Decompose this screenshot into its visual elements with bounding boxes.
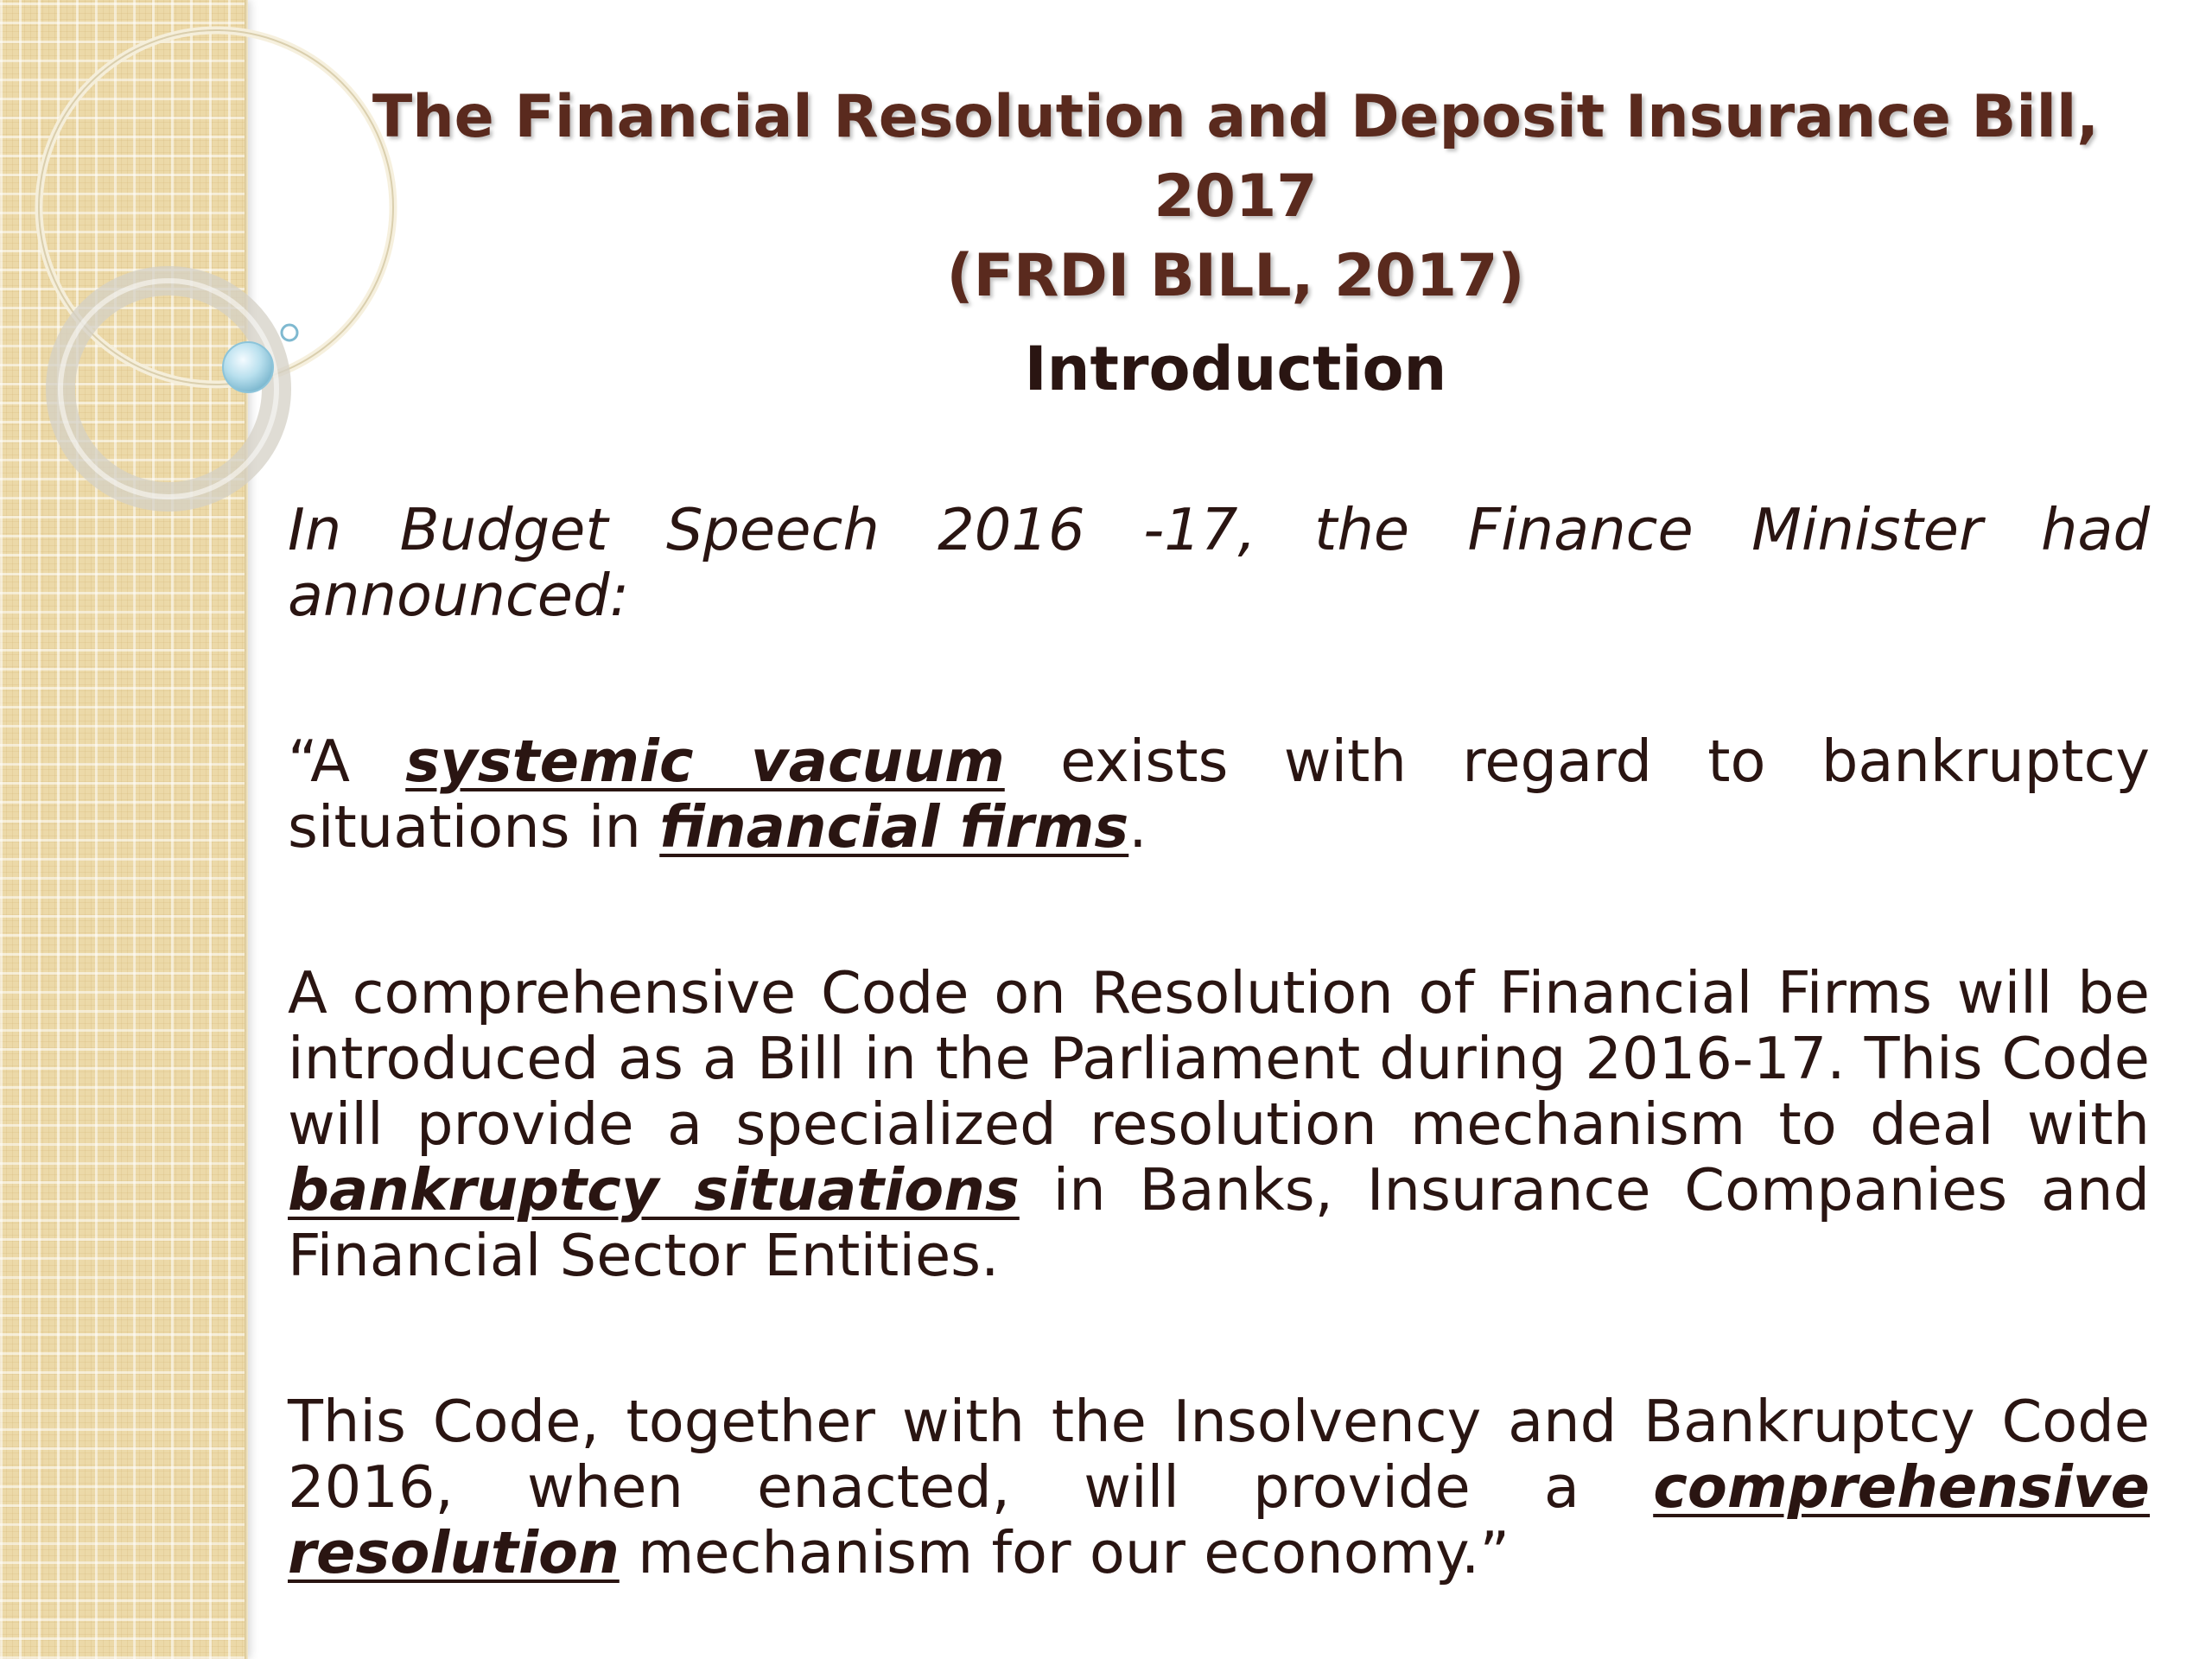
- emphasis-bankruptcy-situations: bankruptcy situations: [288, 1156, 1020, 1224]
- closing-paragraph: [288, 1389, 2150, 1586]
- title-line-2: (FRDI BILL, 2017): [946, 242, 1525, 310]
- budget-speech-intro: In Budget Speech 2016 -17, the Finance Minister had announced:: [288, 496, 2150, 629]
- quote-mid-text: exists with regard to bankruptcy situations in: [288, 728, 2150, 861]
- code-text-part2: in Banks, Insurance Companies and Financial Sector Entities.: [288, 1156, 2151, 1289]
- code-text-part1: A comprehensive Code on Resolution of Financial Firms will be introduced as a Bill in the Parliament during 2016-17. This Code will provide a specialized resolution mechanism to deal with: [288, 959, 2150, 1158]
- title-line-1: The Financial Resolution and Deposit Insurance Bill, 2017: [372, 83, 2100, 231]
- section-heading: Introduction: [1024, 334, 1447, 404]
- code-paragraph: [288, 960, 2150, 1288]
- emphasis-comprehensive-resolution: comprehensive resolution: [288, 1453, 2150, 1586]
- quote-open-text: “A: [288, 728, 406, 795]
- closing-text-part2: mechanism for our economy.”: [619, 1519, 1510, 1586]
- slide-body: [288, 497, 2150, 1586]
- bubble-decoration: [223, 342, 273, 392]
- emphasis-systemic-vacuum: systemic vacuum: [405, 728, 1005, 795]
- slide-title: [285, 78, 2186, 316]
- quote-end-text: .: [1128, 793, 1147, 861]
- quote-paragraph: [288, 728, 2150, 860]
- emphasis-financial-firms: financial firms: [659, 793, 1129, 861]
- closing-text-part1: This Code, together with the Insolvency and Bankruptcy Code 2016, when enacted, will provide a: [288, 1388, 2150, 1521]
